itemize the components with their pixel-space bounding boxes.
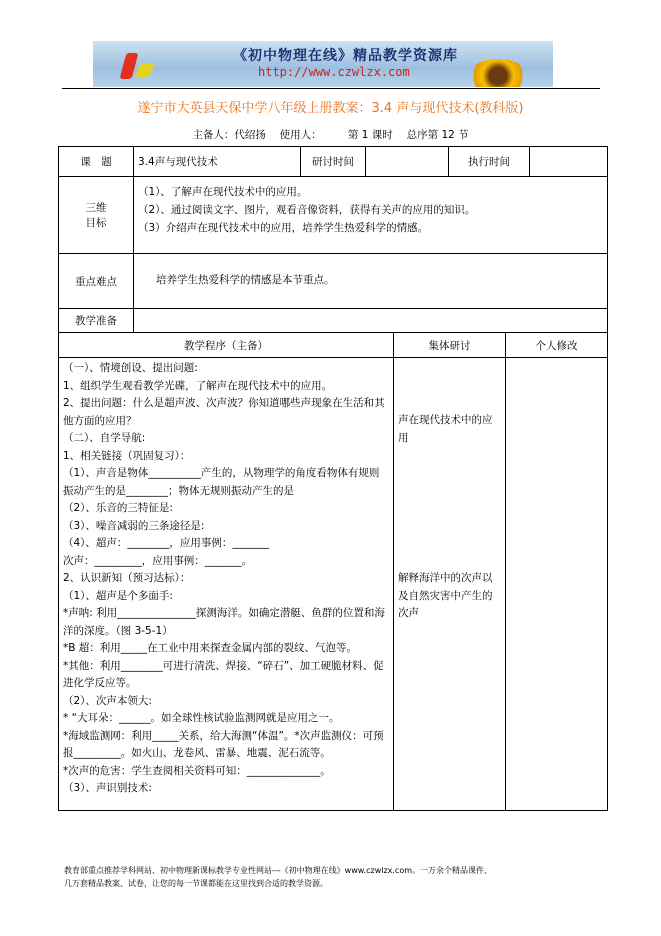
procedure-line: （3）、噪音减弱的三条途径是: bbox=[63, 519, 205, 532]
procedure-line: 2、认识新知（预习达标）： bbox=[63, 572, 191, 584]
goal-item: （2）、通过阅读文字、图片，观看音像资料，获得有关声的应用的知识。 bbox=[138, 204, 476, 216]
prep-label: 教学准备 bbox=[59, 309, 134, 333]
footer bbox=[64, 864, 604, 890]
personal-header: 个人修改 bbox=[506, 333, 608, 358]
discuss-header: 集体研讨 bbox=[394, 333, 506, 358]
exec-time-label: 执行时间 bbox=[449, 147, 530, 177]
exec-time-value bbox=[530, 147, 608, 177]
discuss-note: 声在现代技术中的应用 bbox=[398, 414, 493, 444]
discuss-time-label: 研讨时间 bbox=[301, 147, 366, 177]
procedure-line: *次声的危害：学生查阅相关资料可知：______________。 bbox=[63, 764, 331, 777]
topic-label: 课 题 bbox=[59, 147, 134, 177]
procedure-line: （1）、超声是个多面手: bbox=[63, 589, 173, 602]
goals-content bbox=[134, 177, 608, 254]
procedure-line: *B 超：利用_____在工业中用来探查金属内部的裂纹、气泡等。 bbox=[63, 642, 358, 654]
prep-content bbox=[134, 309, 608, 333]
goal-item: （1）、了解声在现代技术中的应用。 bbox=[138, 186, 308, 198]
procedure-line: 1、组织学生观看教学光碟，了解声在现代技术中的应用。 bbox=[63, 379, 333, 392]
procedure-line: 1、相关链接（巩固复习）： bbox=[63, 449, 191, 462]
sunflower-image bbox=[468, 59, 528, 87]
header-rule bbox=[62, 88, 600, 89]
goal-item: （3）介绍声在现代技术中的应用，培养学生热爱科学的情感。 bbox=[138, 222, 429, 234]
lesson-meta: 主备人：代绍扬 使用人： 第 1 课时 总序第 12 节 bbox=[192, 129, 469, 141]
procedure-line: *其他：利用________可进行清洗、焊接、“碎石”、加工硬脆材料、促进化学反应等。 bbox=[63, 659, 384, 689]
page-title: 遂宁市大英县天保中学八年级上册教案：3.4 声与现代技术(教科版) bbox=[137, 101, 524, 116]
topic-value: 3.4声与现代技术 bbox=[134, 147, 301, 177]
procedure-line: （2）、次声本领大: bbox=[63, 694, 152, 707]
procedure-line: （一）、情境创设、提出问题: bbox=[63, 362, 198, 374]
procedure-line: *声呐: 利用_______________探测海洋。如确定潜艇、鱼群的位置和海洋的深度。（图 3-5-1） bbox=[63, 607, 385, 637]
goals-label-1: 三维 bbox=[85, 202, 107, 214]
discuss-note: 解释海洋中的次声以及自然灾害中产生的次声 bbox=[398, 572, 493, 619]
procedure-line: （2）、乐音的三特征是: bbox=[63, 502, 173, 514]
procedure-line: *海域监测网：利用_____关系，给大海测“体温”。*次声监测仪：可预报_________。如火山、龙卷风、雷暴、地震、泥石流等。 bbox=[63, 729, 384, 759]
procedure-line: * “大耳朵：______。如全球性核试验监测网就是应用之一。 bbox=[63, 712, 340, 724]
procedure-line: （二）、自学导航: bbox=[63, 432, 146, 444]
procedure-line: （3）、声识别技术: bbox=[63, 782, 152, 794]
procedure-line: 2、提出问题：什么是超声波、次声波？你知道哪些声现象在生活和其他方面的应用？ bbox=[63, 397, 385, 427]
discuss-time-value bbox=[366, 147, 449, 177]
logo-icon-yellow bbox=[135, 63, 156, 77]
banner-title: 《初中物理在线》精品教学资源库 bbox=[233, 48, 458, 64]
procedure-line: （4）、超声：________，应用事例：_______ bbox=[63, 537, 270, 549]
goals-label bbox=[59, 177, 134, 254]
procedure-header: 教学程序（主备） bbox=[59, 333, 394, 358]
banner-url: http://www.czwlzx.com bbox=[258, 65, 410, 79]
personal-notes bbox=[506, 358, 608, 811]
procedure-content bbox=[59, 358, 394, 811]
key-content: 培养学生热爱科学的情感是本节重点。 bbox=[134, 254, 608, 309]
procedure-table bbox=[58, 332, 608, 811]
procedure-line: 次声：_________，应用事例：_______。 bbox=[63, 554, 252, 567]
footer-line: 教育部重点推荐学科网站、初中物理新课标教学专业性网站---《初中物理在线》www.czwlzx.com。一万余个精品课件、 bbox=[64, 866, 493, 875]
discuss-notes bbox=[394, 358, 506, 811]
goals-label-2: 目标 bbox=[85, 217, 107, 229]
key-label: 重点难点 bbox=[59, 254, 134, 309]
lesson-info-table bbox=[58, 146, 608, 333]
procedure-line: （1）、声音是物体__________产生的，从物理学的角度看物体有规则振动产生的是________；物体无规则振动产生的是 bbox=[63, 467, 380, 497]
site-banner bbox=[93, 41, 553, 87]
footer-line: 几万套精品教案、试卷，让您的每一节课都能在这里找到合适的教学资源。 bbox=[64, 879, 328, 888]
